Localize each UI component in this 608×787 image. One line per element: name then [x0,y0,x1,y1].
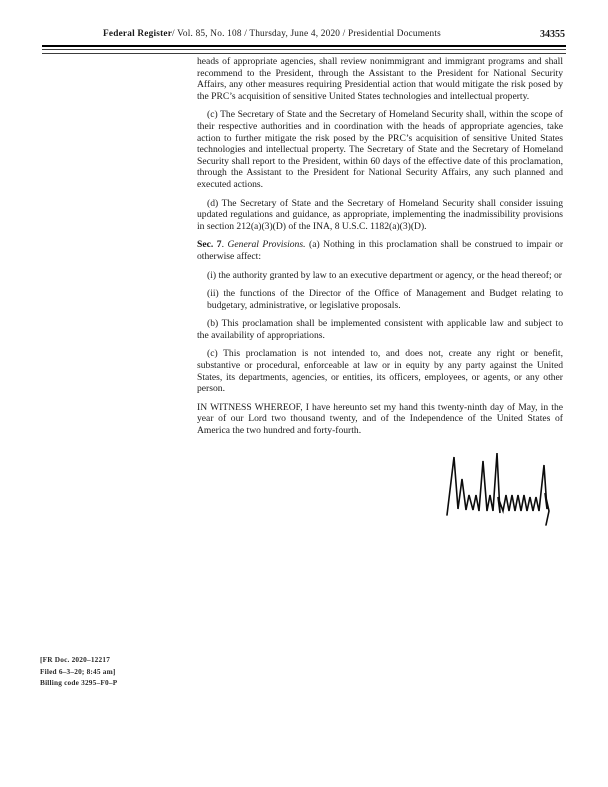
page-header [42,27,566,54]
document-body [197,56,563,529]
journal-name: Federal Register [103,29,173,39]
signature-block [197,445,563,529]
header-rule-double [42,49,566,54]
paragraph-c: (c) The Secretary of State and the Secretary of Homeland Security shall, within the scope of their respective authorities and in coordination with the heads of appropriate agencies, take action to further mitigate the risk posed by the PRC’s acquisition of sensitive United States technologies and intellectual property. The Secretary of State and the Secretary of Homeland Security shall report to the President, within 60 days of the effective date of this proclamation, through the Assistant to the President for National Security Affairs, any such planned and executed actions. [197,109,563,190]
page-number: 34355 [540,29,565,40]
paragraph-d: (d) The Secretary of State and the Secretary of Homeland Security shall consider issuing updated regulations and guidance, as appropriate, implementing the inadmissibility provisions in section 212(a)(3)(D) of the INA, 8 U.S.C. 1182(a)(3)(D). [197,197,563,232]
paragraph-witness: IN WITNESS WHEREOF, I have hereunto set my hand this twenty-ninth day of May, in the year of our Lord two thousand twenty, and of the Independence of the United States of America the two hundred and forty-fourth. [197,401,563,437]
paragraph-continuation: heads of appropriate agencies, shall review nonimmigrant and immigrant programs and shall recommend to the President, through the Assistant to the President for National Security Affairs, any other measures requiring Presidential action that would mitigate the risk posed by the PRC’s acquisition of sensitive United States technologies and intellectual property. [197,56,563,102]
footer-fr-doc: [FR Doc. 2020–12217 [40,655,111,664]
paragraph-i: (i) the authority granted by law to an executive department or agency, or the head thereof; or [207,269,563,281]
sec7-rest: (a) Nothing in this proclamation shall be construed to impair or otherwise affect: [197,239,564,262]
citation-text: / Vol. 85, No. 108 / Thursday, June 4, 2020 / Presidential Documents [172,29,441,39]
sec7-separator: . [221,239,228,251]
header-text-row [42,27,566,42]
header-citation [103,27,441,42]
sec7-title: General Provisions. [227,239,306,251]
signature-icon [441,445,563,529]
paragraph-c2: (c) This proclamation is not intended to, and does not, create any right or benefit, substantive or procedural, enforceable at law or in equity by any party against the United States, its departments, agencies, or entities, its officers, employees, or agents, or any other person. [197,348,563,395]
footer-billing-code: Billing code 3295–F0–P [40,678,118,687]
document-footer [40,654,117,689]
header-rule-thick [42,45,566,47]
paragraph-ii: (ii) the functions of the Director of the Office of Management and Budget relating to budgetary, administrative, or legislative proposals. [207,288,563,311]
paragraph-b: (b) This proclamation shall be implemented consistent with applicable law and subject to the availability of appropriations. [197,318,563,341]
sec7-label: Sec. 7 [197,239,222,251]
paragraph-sec7 [197,239,563,262]
footer-filed: Filed 6–3–20; 8:45 am] [40,666,116,676]
